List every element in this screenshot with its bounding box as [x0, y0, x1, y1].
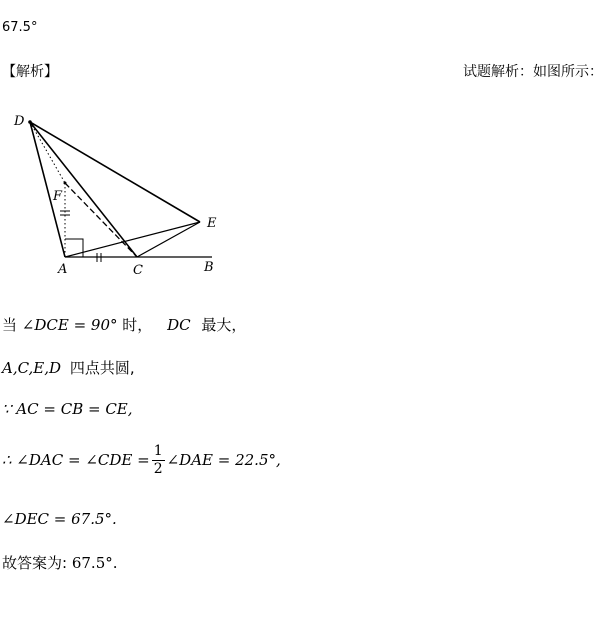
step-3 [2, 400, 133, 418]
step-6-pre: 故答案为: [2, 554, 68, 572]
step-2-post: 四点共圆, [69, 359, 135, 377]
fraction-numerator: 1 [153, 443, 163, 459]
step-1-expr: ∠DCE = 90° [21, 316, 118, 334]
label-a: A [58, 262, 68, 277]
step-3-expr: ∵ AC = CB = CE, [2, 400, 133, 418]
fraction-denominator: 2 [153, 461, 163, 477]
step-2-expr: A,C,E,D [2, 359, 62, 377]
label-c: C [133, 263, 143, 278]
answer-value: 67.5° [2, 20, 38, 35]
step-2 [2, 357, 135, 378]
fraction-half [152, 443, 165, 478]
point-d [28, 120, 32, 124]
step-4-pre: ∴ ∠DAC = ∠CDE = [2, 451, 150, 469]
segment-df-dotted [30, 122, 65, 183]
step-1-post: 最大， [201, 316, 247, 334]
segment-fc-dashed [65, 183, 137, 257]
step-5-expr: ∠DEC = 67.5°. [2, 510, 117, 528]
analysis-intro: 试题解析：如图所示： [463, 64, 603, 80]
step-1-pre: 当 [2, 316, 18, 334]
geometry-figure [0, 105, 240, 280]
segment-ce [137, 222, 200, 257]
step-1-mid: 时， [122, 316, 153, 334]
segment-dc [30, 122, 137, 257]
label-e: E [207, 216, 217, 231]
label-b: B [204, 260, 214, 275]
step-6-answer: 67.5°. [71, 554, 118, 572]
analysis-tag: 【解析】 [2, 64, 58, 80]
step-1 [2, 314, 246, 335]
step-6 [2, 552, 118, 573]
step-4 [2, 443, 281, 478]
point-f [64, 182, 67, 185]
step-1-expr2: DC [167, 316, 191, 334]
segment-de [30, 122, 200, 222]
label-f: F [53, 189, 63, 204]
step-4-post: ∠DAE = 22.5°, [166, 451, 281, 469]
label-d: D [14, 114, 25, 129]
step-5 [2, 510, 117, 528]
